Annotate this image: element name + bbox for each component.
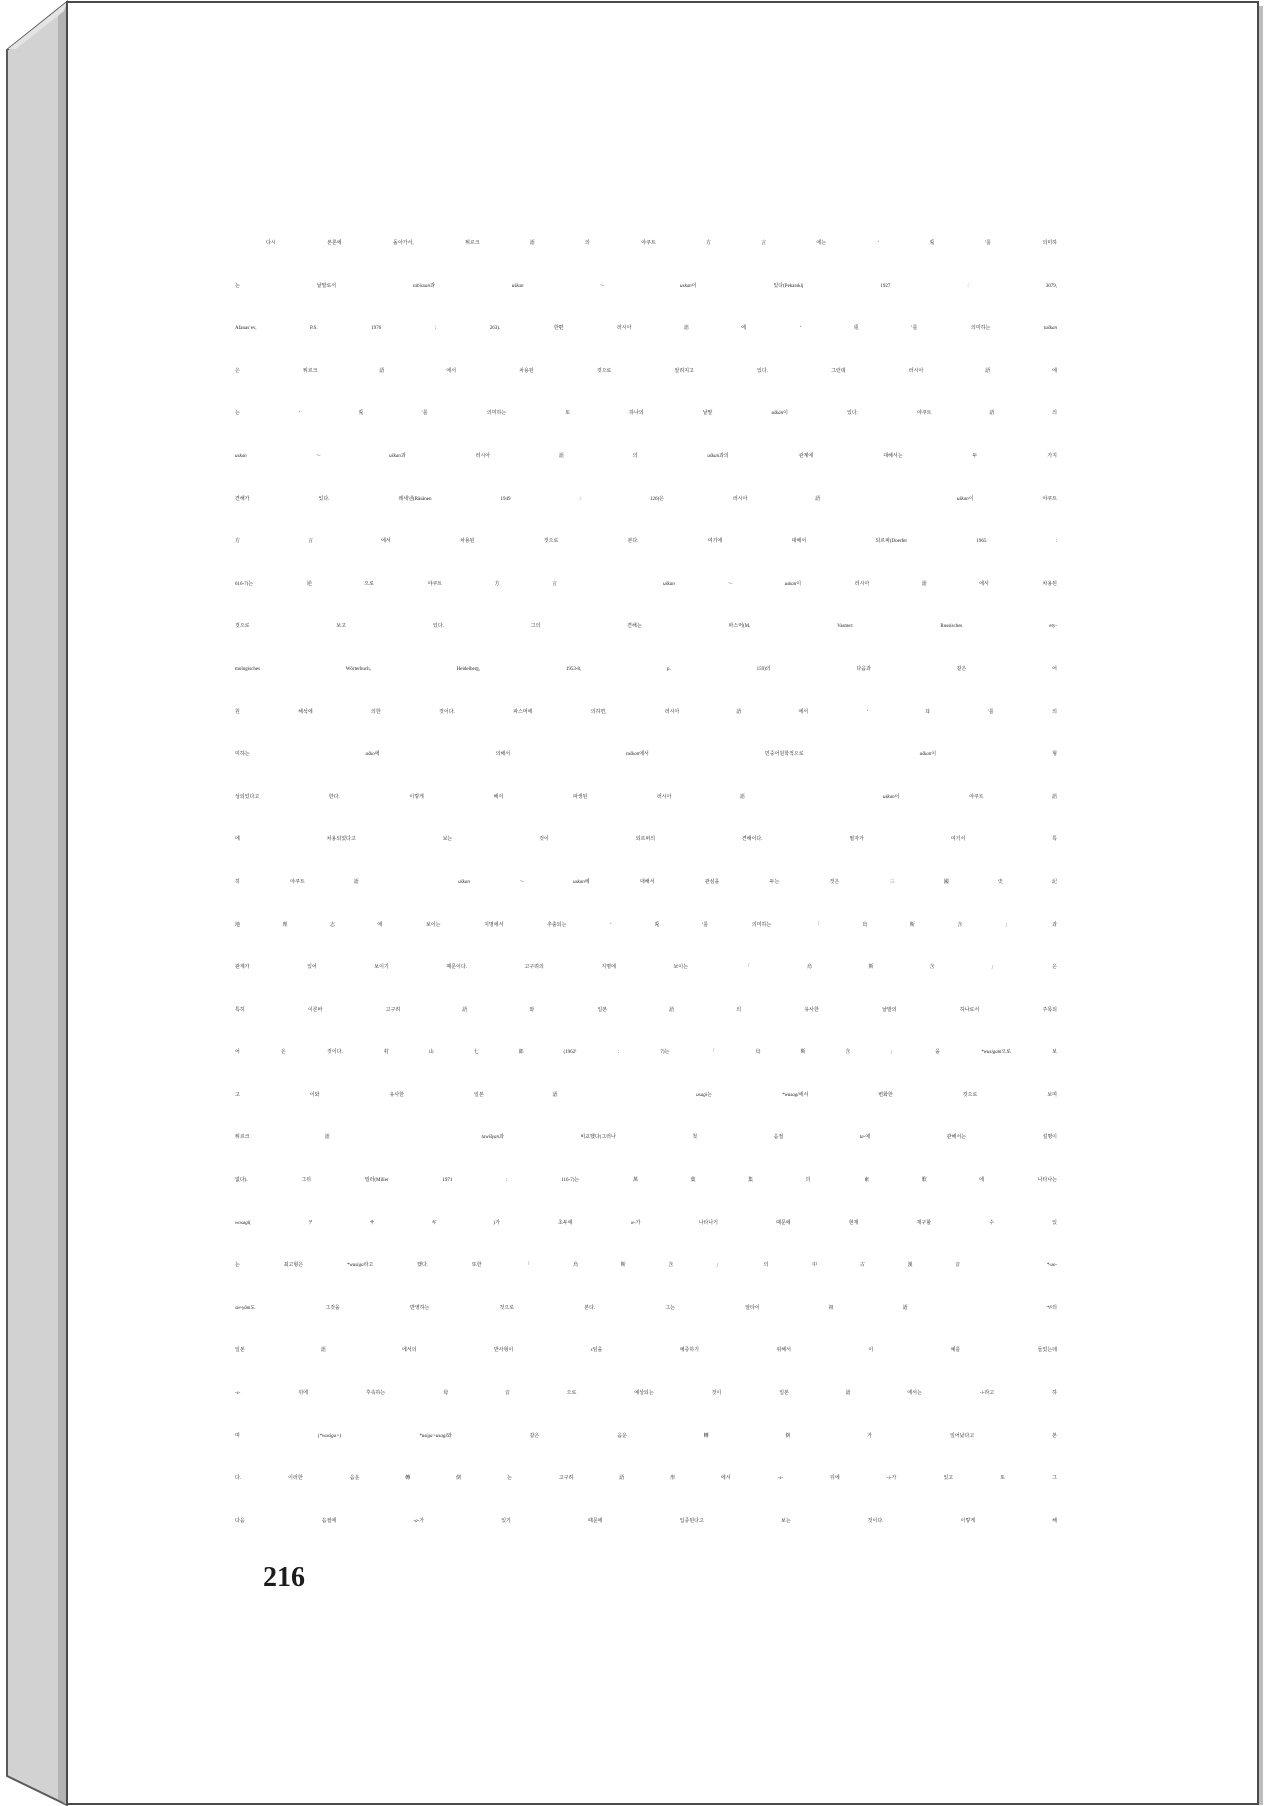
text-run: 이 있다(Pekarskij 1927 : 3079,: [691, 283, 1057, 289]
italic-run: wosagi: [235, 1220, 250, 1226]
text-run: 에 차용되었다고 보는 것이 되르퍼의 견해이다. 필자가 여기서 특: [235, 837, 1057, 843]
italic-run: -i-: [979, 1391, 985, 1397]
text-line: [235, 734, 1057, 777]
text-line: [235, 905, 1057, 948]
text-line: [235, 266, 1057, 309]
text-run: 에 의해서: [374, 752, 627, 758]
text-run: 와 같은 음운轉倒가 일어났다고 본: [446, 1433, 1057, 1439]
italic-run: uškan: [707, 453, 720, 459]
italic-run: uškan: [956, 496, 969, 502]
text-line: [235, 436, 1057, 479]
text-run: 의: [1052, 1305, 1057, 1311]
italic-run: -s-: [777, 1476, 783, 1482]
text-line: [235, 393, 1057, 436]
text-run: 과 비교했다(그러나 첫 음절: [499, 1135, 860, 1141]
text-run: 일본語에서의 반사형이: [235, 1348, 591, 1354]
italic-run: uskan～uškan: [235, 453, 401, 459]
italic-run: uškan～uskan: [458, 879, 585, 885]
italic-run: uškan: [882, 794, 895, 800]
italic-run: *·uo-: [1046, 1263, 1057, 1269]
text-run: 어 온 것이다. 村山七郎(1962¹ : 7)는 「烏斯含」을: [235, 1050, 982, 1056]
page-number: 216: [263, 1562, 305, 1593]
text-line: [235, 1288, 1057, 1331]
italic-run: uško: [365, 752, 375, 758]
italic-run: s: [590, 1348, 593, 1354]
body-text: [235, 223, 1057, 1543]
text-line: [235, 1416, 1057, 1459]
text-run: 에 관해서는 설명이: [865, 1135, 1057, 1141]
italic-run: -i-: [886, 1476, 892, 1482]
text-run: 과: [430, 283, 512, 289]
text-line: [235, 1373, 1057, 1416]
text-line: [235, 862, 1057, 905]
text-run: 과 러시아語의: [400, 453, 708, 459]
text-line: [235, 521, 1057, 564]
text-run: 관계가 있어 보이기 때문이다. 고구려의 지명에 보이는 「烏斯含」은: [235, 965, 1057, 971]
text-run: 는 최고형은: [235, 1263, 347, 1269]
text-run: 이 있다. 야쿠트語의: [783, 411, 1057, 417]
text-line: [235, 479, 1057, 522]
text-run: 616-7)는 逆으로 야쿠트方言: [235, 581, 664, 587]
italic-run: -a-: [413, 1518, 420, 1524]
text-run: 것으로 보고 있다. 그의 견해는 파스머(M. Vasmer: Russisches ety-: [235, 624, 1057, 630]
text-run: 다음 음절에: [235, 1518, 414, 1524]
italic-run: ta-: [859, 1135, 866, 1141]
italic-run: *wusiga>: [319, 1433, 340, 1439]
italic-run: sie-γâm: [235, 1305, 251, 1311]
italic-run: tawïšγan: [481, 1135, 500, 1141]
text-run: 뒤에: [782, 1476, 887, 1482]
text-run: 고 이와 유사한 일본語: [235, 1092, 697, 1098]
text-run: 다. 이러한 음운轉倒는 고구려語形에서: [235, 1476, 778, 1482]
text-run: 다시 본론에 돌아가서, 튀르크語의 야쿠트方言에는 ‘兎’를 의미하: [266, 241, 1057, 246]
text-run: 이 야쿠트: [968, 496, 1057, 502]
italic-run: *l²: [1046, 1305, 1053, 1311]
text-run: 며 (: [235, 1433, 320, 1439]
text-run: 미하는: [235, 752, 366, 758]
text-run: 는 ‘兎’를 의미하는 또 하나의 낱말: [235, 411, 772, 417]
text-run: 성되었다고 한다. 이렇게 해서 파생된 러시아語: [235, 794, 883, 800]
italic-run: uškan～uskan: [511, 283, 692, 289]
text-run: 가 나타나기 때문에 현재 재구할 수 있: [635, 1220, 1057, 1226]
text-line: [235, 1160, 1057, 1203]
text-run: 는 낱말로서: [235, 283, 414, 289]
text-run: 히 야쿠트語: [235, 879, 459, 885]
text-line: [235, 351, 1057, 394]
text-line: [235, 990, 1057, 1033]
italic-run: *wusagi: [781, 1092, 799, 1098]
text-run: 없다). 그뒤 밀러(Miller 1971 : 116-7)는 萬葉集의 東歌에 나타나는: [235, 1178, 1057, 1184]
italic-run: w-: [630, 1220, 636, 1226]
text-line: [235, 1032, 1057, 1075]
text-line: [235, 1117, 1057, 1160]
text-line: [235, 692, 1057, 735]
text-line: [235, 1501, 1057, 1544]
text-run: (ヲサギ)가 초두에: [249, 1220, 631, 1226]
italic-run: uškan: [919, 752, 932, 758]
italic-run: uškán: [771, 411, 784, 417]
text-run: 튀르크語: [235, 1135, 482, 1141]
italic-run: *wusigam: [981, 1050, 1002, 1056]
spine-inner-edge: [58, 2, 67, 1805]
text-run: 이 러시아語에서 차용된: [796, 581, 1057, 587]
text-line: [235, 606, 1057, 649]
text-run: 뒤에 후속하는 母音으로 예상되는 것이 일본語에서는: [240, 1391, 980, 1397]
text-line: [235, 1203, 1057, 1246]
italic-run: *usiga>usagi: [419, 1433, 447, 1439]
text-run: 은 튀르크語에서 차용된 것으로 알려지고 있다. 그런데 러시아語에: [235, 368, 1057, 374]
text-run: 地理志에 보이는 지명에서 추출되는 ‘兎’를 의미하는 「烏斯含」과: [235, 922, 1057, 928]
text-run: 으로 보: [1001, 1050, 1057, 1056]
text-run: 에서 민중어원학적으로: [639, 752, 920, 758]
text-run: 라고 했다. 또한 「烏斯含」의 中古漢音: [363, 1263, 1047, 1269]
text-run: 方言에서 차용된 것으로 본다. 여기에 대해서 되르퍼(Doerfer 1965 :: [235, 539, 1057, 545]
text-line: [235, 1245, 1057, 1288]
text-run: 이 형: [931, 752, 1057, 758]
italic-run: usagi: [696, 1092, 708, 1098]
text-run: 원 해석에 의한 것이다. 파스머에 의하면, 러시아語에서 ‘耳’를 의: [235, 709, 1057, 715]
text-run: 가 있고 또 그: [891, 1476, 1057, 1482]
text-run: 는: [707, 1092, 782, 1098]
text-run: 견해가 있다. 레세넨(Räsänen 1949 : 126)은 러시아語: [235, 496, 957, 502]
text-run: 라고 하: [984, 1391, 1057, 1397]
italic-run: tuškan: [626, 752, 640, 758]
italic-run: tabïsxan: [413, 283, 431, 289]
text-run: 이 야쿠트語: [894, 794, 1057, 800]
text-run: 특히 이른바 고구려語와 일본語의 유사한 낱말의 하나로서 주목되: [235, 1007, 1057, 1013]
text-line: [235, 1458, 1057, 1501]
text-line: [235, 564, 1057, 607]
text-line: [235, 947, 1057, 990]
text-run: 에서 변화한 것으로 보며: [798, 1092, 1057, 1098]
italic-run: -s-: [235, 1391, 241, 1397]
text-line: [235, 223, 1057, 266]
text-line: [235, 649, 1057, 692]
text-run: 도 그것을 반영하는 것으로 본다. 그는 알타이祖語: [250, 1305, 1047, 1311]
text-run: 에 대해서 관심을 두는 것은 三國史記: [584, 879, 1057, 885]
italic-run: uškan～uskan: [663, 581, 797, 587]
text-run: 과의 관계에 대해서는 두 가지: [719, 453, 1057, 459]
text-line: [235, 777, 1057, 820]
italic-run: *wusiga: [346, 1263, 364, 1269]
text-run: 가 있기 때문에 입증된다고 보는 것이다. 이렇게 해: [419, 1518, 1057, 1524]
text-run: ): [339, 1433, 420, 1439]
italic-run: tuškan: [1043, 326, 1057, 332]
text-run: 임을 예증하기 위해서 이 예를 들었는데: [592, 1348, 1057, 1354]
text-line: [235, 308, 1057, 351]
text-line: [235, 819, 1057, 862]
text-run: mologisches Wörterbuch, Heidelberg, 1953-8, p. 159)의 다음과 같은 어: [235, 666, 1057, 672]
text-line: [235, 1330, 1057, 1373]
text-line: [235, 1075, 1057, 1118]
text-run: Afanas’ev, P.S. 1976 : 263). 한편 러시아語에 ‘兎’를 의미하는: [235, 326, 1044, 332]
